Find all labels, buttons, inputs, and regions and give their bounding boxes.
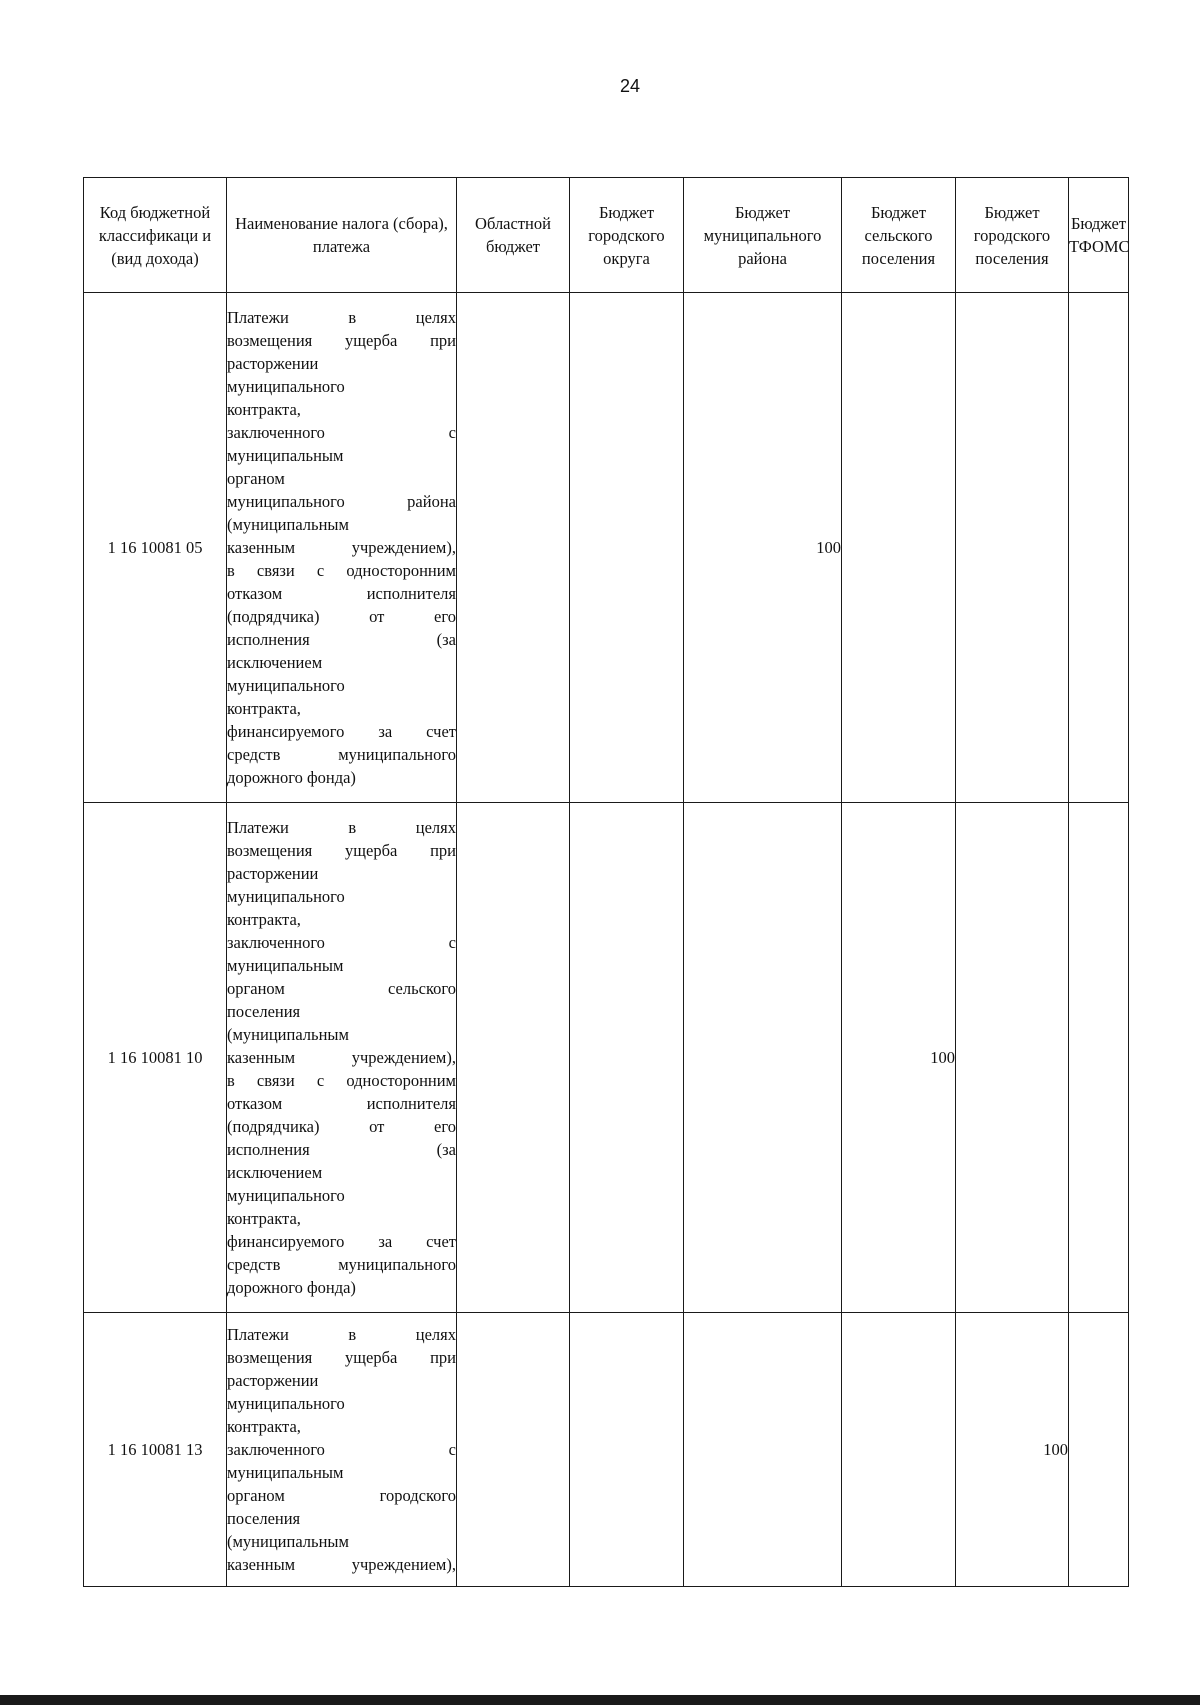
name-line: в связи с односторонним [227, 1071, 456, 1090]
name-line: контракта, [227, 1417, 301, 1436]
name-line: контракта, [227, 400, 301, 419]
name-line: финансируемого за счет [227, 722, 456, 741]
row-name [227, 293, 457, 803]
name-line: органом городского [227, 1486, 456, 1505]
scan-bottom-edge [0, 1695, 1200, 1705]
value-regional [457, 293, 570, 803]
header-rural-settlement-budget: Бюджет сельского поселения [842, 178, 956, 293]
table-row [84, 1313, 1129, 1587]
name-line: отказом исполнителя [227, 1094, 456, 1113]
name-line: исполнения (за [227, 1140, 456, 1159]
name-line: поселения [227, 1002, 301, 1021]
name-line: муниципального [227, 676, 345, 695]
header-code: Код бюджетной классификаци и (вид дохода) [84, 178, 227, 293]
name-line: дорожного фонда) [227, 1278, 356, 1297]
row-name [227, 1313, 457, 1587]
name-line: Платежи в целях [227, 308, 456, 327]
value-city-district [570, 803, 684, 1313]
name-line: (муниципальным [227, 515, 349, 534]
name-line: муниципального района [227, 492, 456, 511]
name-line: возмещения ущерба при [227, 1348, 456, 1367]
header-municipal-district-budget: Бюджет муниципального района [684, 178, 842, 293]
name-line: исполнения (за [227, 630, 456, 649]
name-line: Платежи в целях [227, 818, 456, 837]
name-line: заключенного с [227, 933, 456, 952]
table-row [84, 803, 1129, 1313]
value-tfoms [1069, 803, 1129, 1313]
name-line: муниципальным [227, 1463, 344, 1482]
row-name [227, 803, 457, 1313]
name-line: муниципального [227, 1394, 345, 1413]
name-line: (муниципальным [227, 1532, 349, 1551]
value-tfoms [1069, 293, 1129, 803]
value-rural-settlement [842, 1313, 956, 1587]
value-tfoms [1069, 1313, 1129, 1587]
page-number: 24 [619, 76, 641, 96]
header-city-district-budget: Бюджет городского округа [570, 178, 684, 293]
name-line: расторжении [227, 354, 319, 373]
name-line: муниципального [227, 1186, 345, 1205]
name-line: казенным учреждением), [227, 1048, 456, 1067]
name-line: (муниципальным [227, 1025, 349, 1044]
budget-classification-table [83, 177, 1129, 1587]
row-code: 1 16 10081 13 [84, 1313, 227, 1587]
name-line: Платежи в целях [227, 1325, 456, 1344]
row-code: 1 16 10081 05 [84, 293, 227, 803]
value-city-district [570, 1313, 684, 1587]
table-row [84, 293, 1129, 803]
value-municipal-district: 100 [684, 293, 842, 803]
row-code: 1 16 10081 10 [84, 803, 227, 1313]
name-line: органом [227, 469, 285, 488]
name-line: поселения [227, 1509, 301, 1528]
name-line: контракта, [227, 910, 301, 929]
value-urban-settlement [956, 293, 1069, 803]
name-line: в связи с односторонним [227, 561, 456, 580]
name-line: расторжении [227, 1371, 319, 1390]
name-line: (подрядчика) от его [227, 607, 456, 626]
value-regional [457, 1313, 570, 1587]
name-line: расторжении [227, 864, 319, 883]
value-regional [457, 803, 570, 1313]
name-line: органом сельского [227, 979, 456, 998]
name-line: возмещения ущерба при [227, 331, 456, 350]
name-line: муниципальным [227, 446, 344, 465]
name-line: заключенного с [227, 423, 456, 442]
name-line: муниципального [227, 887, 345, 906]
table-header-row [84, 178, 1129, 293]
name-line: возмещения ущерба при [227, 841, 456, 860]
value-urban-settlement [956, 803, 1069, 1313]
value-rural-settlement [842, 293, 956, 803]
name-line: средств муниципального [227, 745, 456, 764]
value-municipal-district [684, 1313, 842, 1587]
name-line: муниципального [227, 377, 345, 396]
name-line: казенным учреждением), [227, 1555, 456, 1574]
header-regional-budget: Областной бюджет [457, 178, 570, 293]
header-urban-settlement-budget: Бюджет городского поселения [956, 178, 1069, 293]
name-line: (подрядчика) от его [227, 1117, 456, 1136]
name-line: дорожного фонда) [227, 768, 356, 787]
name-line: отказом исполнителя [227, 584, 456, 603]
name-line: заключенного с [227, 1440, 456, 1459]
header-tfoms-budget: Бюджет ТФОМС [1069, 178, 1129, 293]
name-line: исключением [227, 1163, 323, 1182]
name-line: контракта, [227, 1209, 301, 1228]
value-municipal-district [684, 803, 842, 1313]
value-rural-settlement: 100 [842, 803, 956, 1313]
value-city-district [570, 293, 684, 803]
name-line: средств муниципального [227, 1255, 456, 1274]
name-line: контракта, [227, 699, 301, 718]
name-line: исключением [227, 653, 323, 672]
value-urban-settlement: 100 [956, 1313, 1069, 1587]
name-line: муниципальным [227, 956, 344, 975]
name-line: финансируемого за счет [227, 1232, 456, 1251]
name-line: казенным учреждением), [227, 538, 456, 557]
header-name: Наименование налога (сбора), платежа [227, 178, 457, 293]
